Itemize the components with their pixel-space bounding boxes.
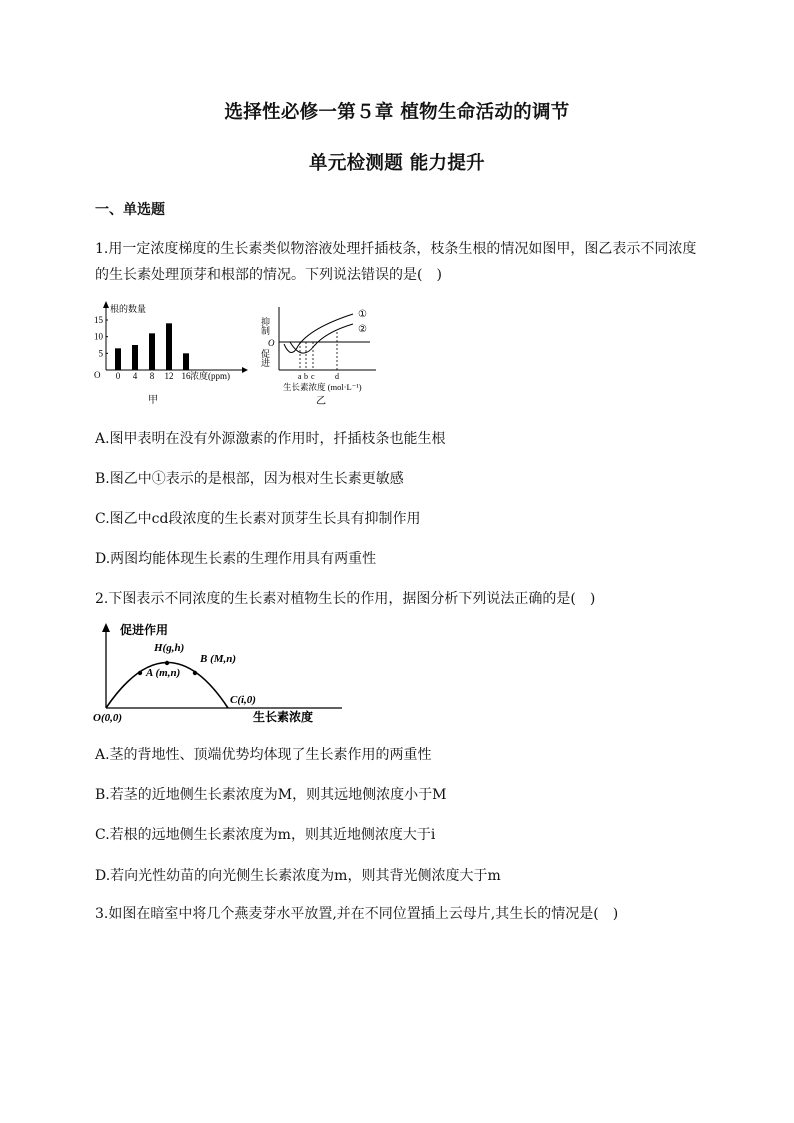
- fig2-point-a: [138, 671, 142, 675]
- yi-caption: 乙: [316, 396, 326, 407]
- q1-option-a: A.图甲表明在没有外源激素的作用时，扦插枝条也能生根: [95, 431, 446, 447]
- jia-ytick-5: 5: [98, 348, 103, 359]
- jia-ytick-10: 10: [94, 331, 103, 342]
- q1-option-b: B.图乙中①表示的是根部，因为根对生长素更敏感: [95, 471, 404, 487]
- jia-bar-0: [115, 348, 121, 370]
- jia-bar-12: [166, 323, 172, 370]
- fig2-y-arrow: [102, 623, 110, 632]
- jia-bar-16: [183, 353, 189, 370]
- section-heading: 一、单选题: [95, 202, 165, 218]
- q1-option-c: C.图乙中cd段浓度的生长素对顶芽生长具有抑制作用: [95, 511, 421, 527]
- question-2-stem: 2.下图表示不同浓度的生长素对植物生长的作用，据图分析下列说法正确的是( ): [95, 591, 596, 607]
- jia-bar-4: [132, 345, 138, 370]
- question-1-stem: 1.用一定浓度梯度的生长素类似物溶液处理扦插枝条，枝条生根的情况如图甲，图乙表示不同浓度的生长素处理顶芽和根部的情况。下列说法错误的是( ): [95, 241, 697, 283]
- yi-curve-2-label: ②: [358, 324, 367, 335]
- jia-ylabel: 根的数量: [110, 304, 147, 314]
- jia-x-arrow: [242, 367, 248, 373]
- figure-jia: [92, 300, 252, 410]
- yi-xlabel: 生长素浓度 (mol·L⁻¹): [283, 382, 362, 392]
- jia-xlabel: 浓度(ppm): [190, 371, 230, 381]
- jia-xtick-12: 12: [164, 371, 174, 381]
- yi-point-b: b: [304, 372, 308, 381]
- yi-point-d: d: [335, 372, 339, 381]
- jia-ytick-15: 15: [94, 315, 103, 325]
- yi-point-a: a: [298, 372, 302, 381]
- q2-option-b: B.若茎的近地侧生长素浓度为M，则其远地侧浓度小于M: [95, 787, 447, 803]
- yi-origin: O: [268, 338, 275, 348]
- jia-xtick-16: 16: [181, 371, 191, 381]
- q2-option-c: C.若根的远地侧生长素浓度为m，则其近地侧浓度大于i: [95, 827, 436, 843]
- yi-point-c: c: [311, 372, 315, 381]
- yi-inhibit-label: 抑制: [260, 317, 270, 335]
- fig2-point-h: [165, 661, 169, 665]
- fig2-xlabel: 生长素浓度: [253, 710, 314, 724]
- yi-curve-1: [284, 314, 353, 353]
- jia-xtick-0: 0: [115, 371, 121, 381]
- jia-y-arrow: [103, 301, 109, 308]
- fig2-ylabel: 促进作用: [120, 623, 169, 637]
- jia-bar-8: [149, 333, 155, 370]
- fig2-origin: O(0,0): [93, 712, 123, 724]
- q2-option-a: A.茎的背地性、顶端优势均体现了生长素作用的两重性: [95, 747, 432, 763]
- fig2-point-b: [193, 671, 197, 675]
- jia-xtick-8: 8: [149, 371, 155, 381]
- jia-origin: O: [94, 370, 101, 380]
- question-3-stem: 3.如图在暗室中将几个燕麦芽水平放置,并在不同位置插上云母片,其生长的情况是( ): [95, 906, 619, 922]
- figure-2: [92, 622, 354, 726]
- q1-option-d: D.两图均能体现生长素的生理作用具有两重性: [95, 551, 377, 567]
- page-title: 选择性必修一第５章 植物生命活动的调节: [224, 102, 570, 123]
- fig2-label-c: C(i,0): [230, 694, 256, 706]
- figure-yi: [258, 302, 388, 410]
- jia-caption: 甲: [148, 395, 158, 406]
- yi-curve-2: [290, 324, 353, 353]
- page-subtitle: 单元检测题 能力提升: [309, 153, 485, 174]
- q2-option-d: D.若向光性幼苗的向光侧生长素浓度为m，则其背光侧浓度大于m: [95, 868, 501, 884]
- fig2-label-a: A (m,n): [146, 667, 181, 679]
- jia-xtick-4: 4: [132, 371, 138, 381]
- fig2-label-h: H(g,h): [154, 642, 185, 654]
- fig2-label-b: B (M,n): [200, 653, 237, 665]
- yi-promote-label: 促进: [260, 349, 270, 367]
- yi-curve-1-label: ①: [358, 309, 367, 320]
